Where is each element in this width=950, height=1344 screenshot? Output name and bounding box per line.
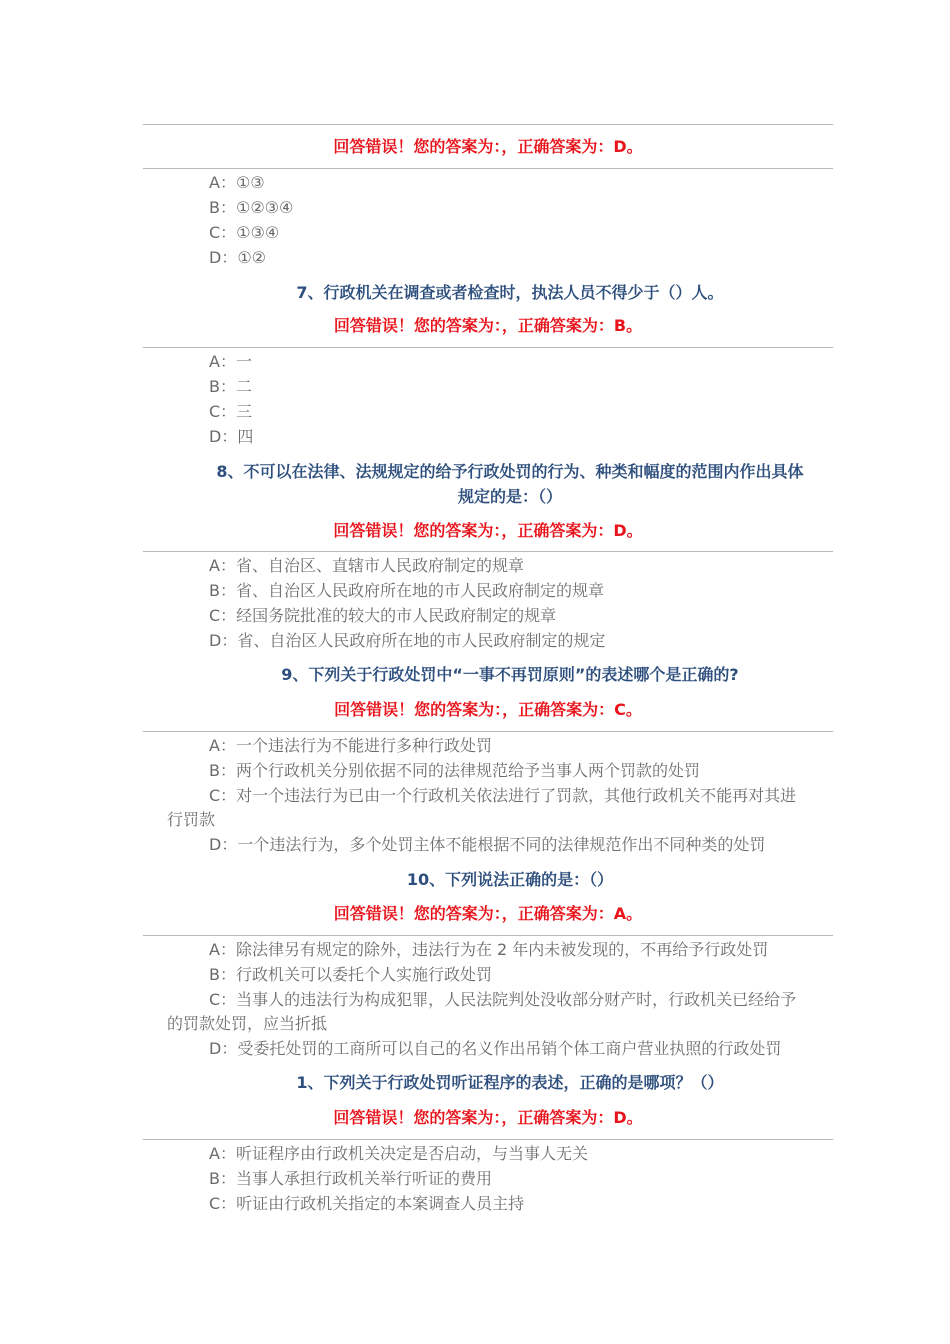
option-b: B：①②③④ <box>209 198 294 217</box>
divider <box>143 551 833 552</box>
option-d: D：受委托处罚的工商所可以自己的名义作出吊销个体工商户营业执照的行政处罚 <box>209 1039 782 1058</box>
answer-result: 回答错误！您的答案为：，正确答案为：C。 <box>334 700 642 719</box>
divider <box>143 935 833 936</box>
option-b: B：当事人承担行政机关举行听证的费用 <box>209 1169 492 1188</box>
option-b: B：省、自治区人民政府所在地的市人民政府制定的规章 <box>209 581 604 600</box>
option-b: B：行政机关可以委托个人实施行政处罚 <box>209 965 492 984</box>
divider <box>143 124 833 125</box>
answer-result: 回答错误！您的答案为：，正确答案为：D。 <box>333 1108 643 1127</box>
question-title-line: 规定的是：（） <box>457 487 562 506</box>
option-c: C：对一个违法行为已由一个行政机关依法进行了罚款，其他行政机关不能再对其进 <box>209 786 797 805</box>
divider <box>143 1139 833 1140</box>
question-title: 9、下列关于行政处罚中“一事不再罚原则”的表述哪个是正确的? <box>281 665 739 684</box>
divider <box>143 168 833 169</box>
question-title: 1、下列关于行政处罚听证程序的表述，正确的是哪项？（） <box>296 1073 724 1092</box>
option-a: A：①③ <box>209 173 265 192</box>
question-title: 10、下列说法正确的是：（） <box>406 870 614 889</box>
divider <box>143 731 833 732</box>
option-c: C：经国务院批准的较大的市人民政府制定的规章 <box>209 606 557 625</box>
question-title: 7、行政机关在调查或者检查时，执法人员不得少于（）人。 <box>296 283 724 302</box>
option-a: A：一 <box>209 352 252 371</box>
answer-result: 回答错误！您的答案为：，正确答案为：A。 <box>333 904 643 923</box>
option-a: A：除法律另有规定的除外，违法行为在 2 年内未被发现的，不再给予行政处罚 <box>209 940 769 959</box>
option-c: C：当事人的违法行为构成犯罪，人民法院判处没收部分财产时，行政机关已经给予 <box>209 990 797 1009</box>
answer-result: 回答错误！您的答案为：，正确答案为：B。 <box>333 316 643 335</box>
option-d: D：一个违法行为，多个处罚主体不能根据不同的法律规范作出不同种类的处罚 <box>209 835 766 854</box>
option-b: B：两个行政机关分别依据不同的法律规范给予当事人两个罚款的处罚 <box>209 761 700 780</box>
option-c: C：①③④ <box>209 223 280 242</box>
divider <box>143 347 833 348</box>
option-a: A：省、自治区、直辖市人民政府制定的规章 <box>209 556 524 575</box>
option-b: B：二 <box>209 377 252 396</box>
option-c: C：听证由行政机关指定的本案调查人员主持 <box>209 1194 525 1213</box>
option-d: D：①② <box>209 248 267 267</box>
option-a: A：听证程序由行政机关决定是否启动，与当事人无关 <box>209 1144 588 1163</box>
answer-result: 回答错误！您的答案为：，正确答案为：D。 <box>333 137 643 156</box>
option-c-continued: 行罚款 <box>167 810 216 829</box>
question-title-line: 8、不可以在法律、法规规定的给予行政处罚的行为、种类和幅度的范围内作出具体 <box>216 462 804 481</box>
question-title <box>190 459 830 509</box>
option-c: C：三 <box>209 402 253 421</box>
option-c-continued: 的罚款处罚，应当折抵 <box>167 1014 328 1033</box>
answer-result: 回答错误！您的答案为：，正确答案为：D。 <box>333 521 643 540</box>
option-d: D：四 <box>209 427 254 446</box>
option-d: D：省、自治区人民政府所在地的市人民政府制定的规定 <box>209 631 606 650</box>
option-a: A：一个违法行为不能进行多种行政处罚 <box>209 736 492 755</box>
